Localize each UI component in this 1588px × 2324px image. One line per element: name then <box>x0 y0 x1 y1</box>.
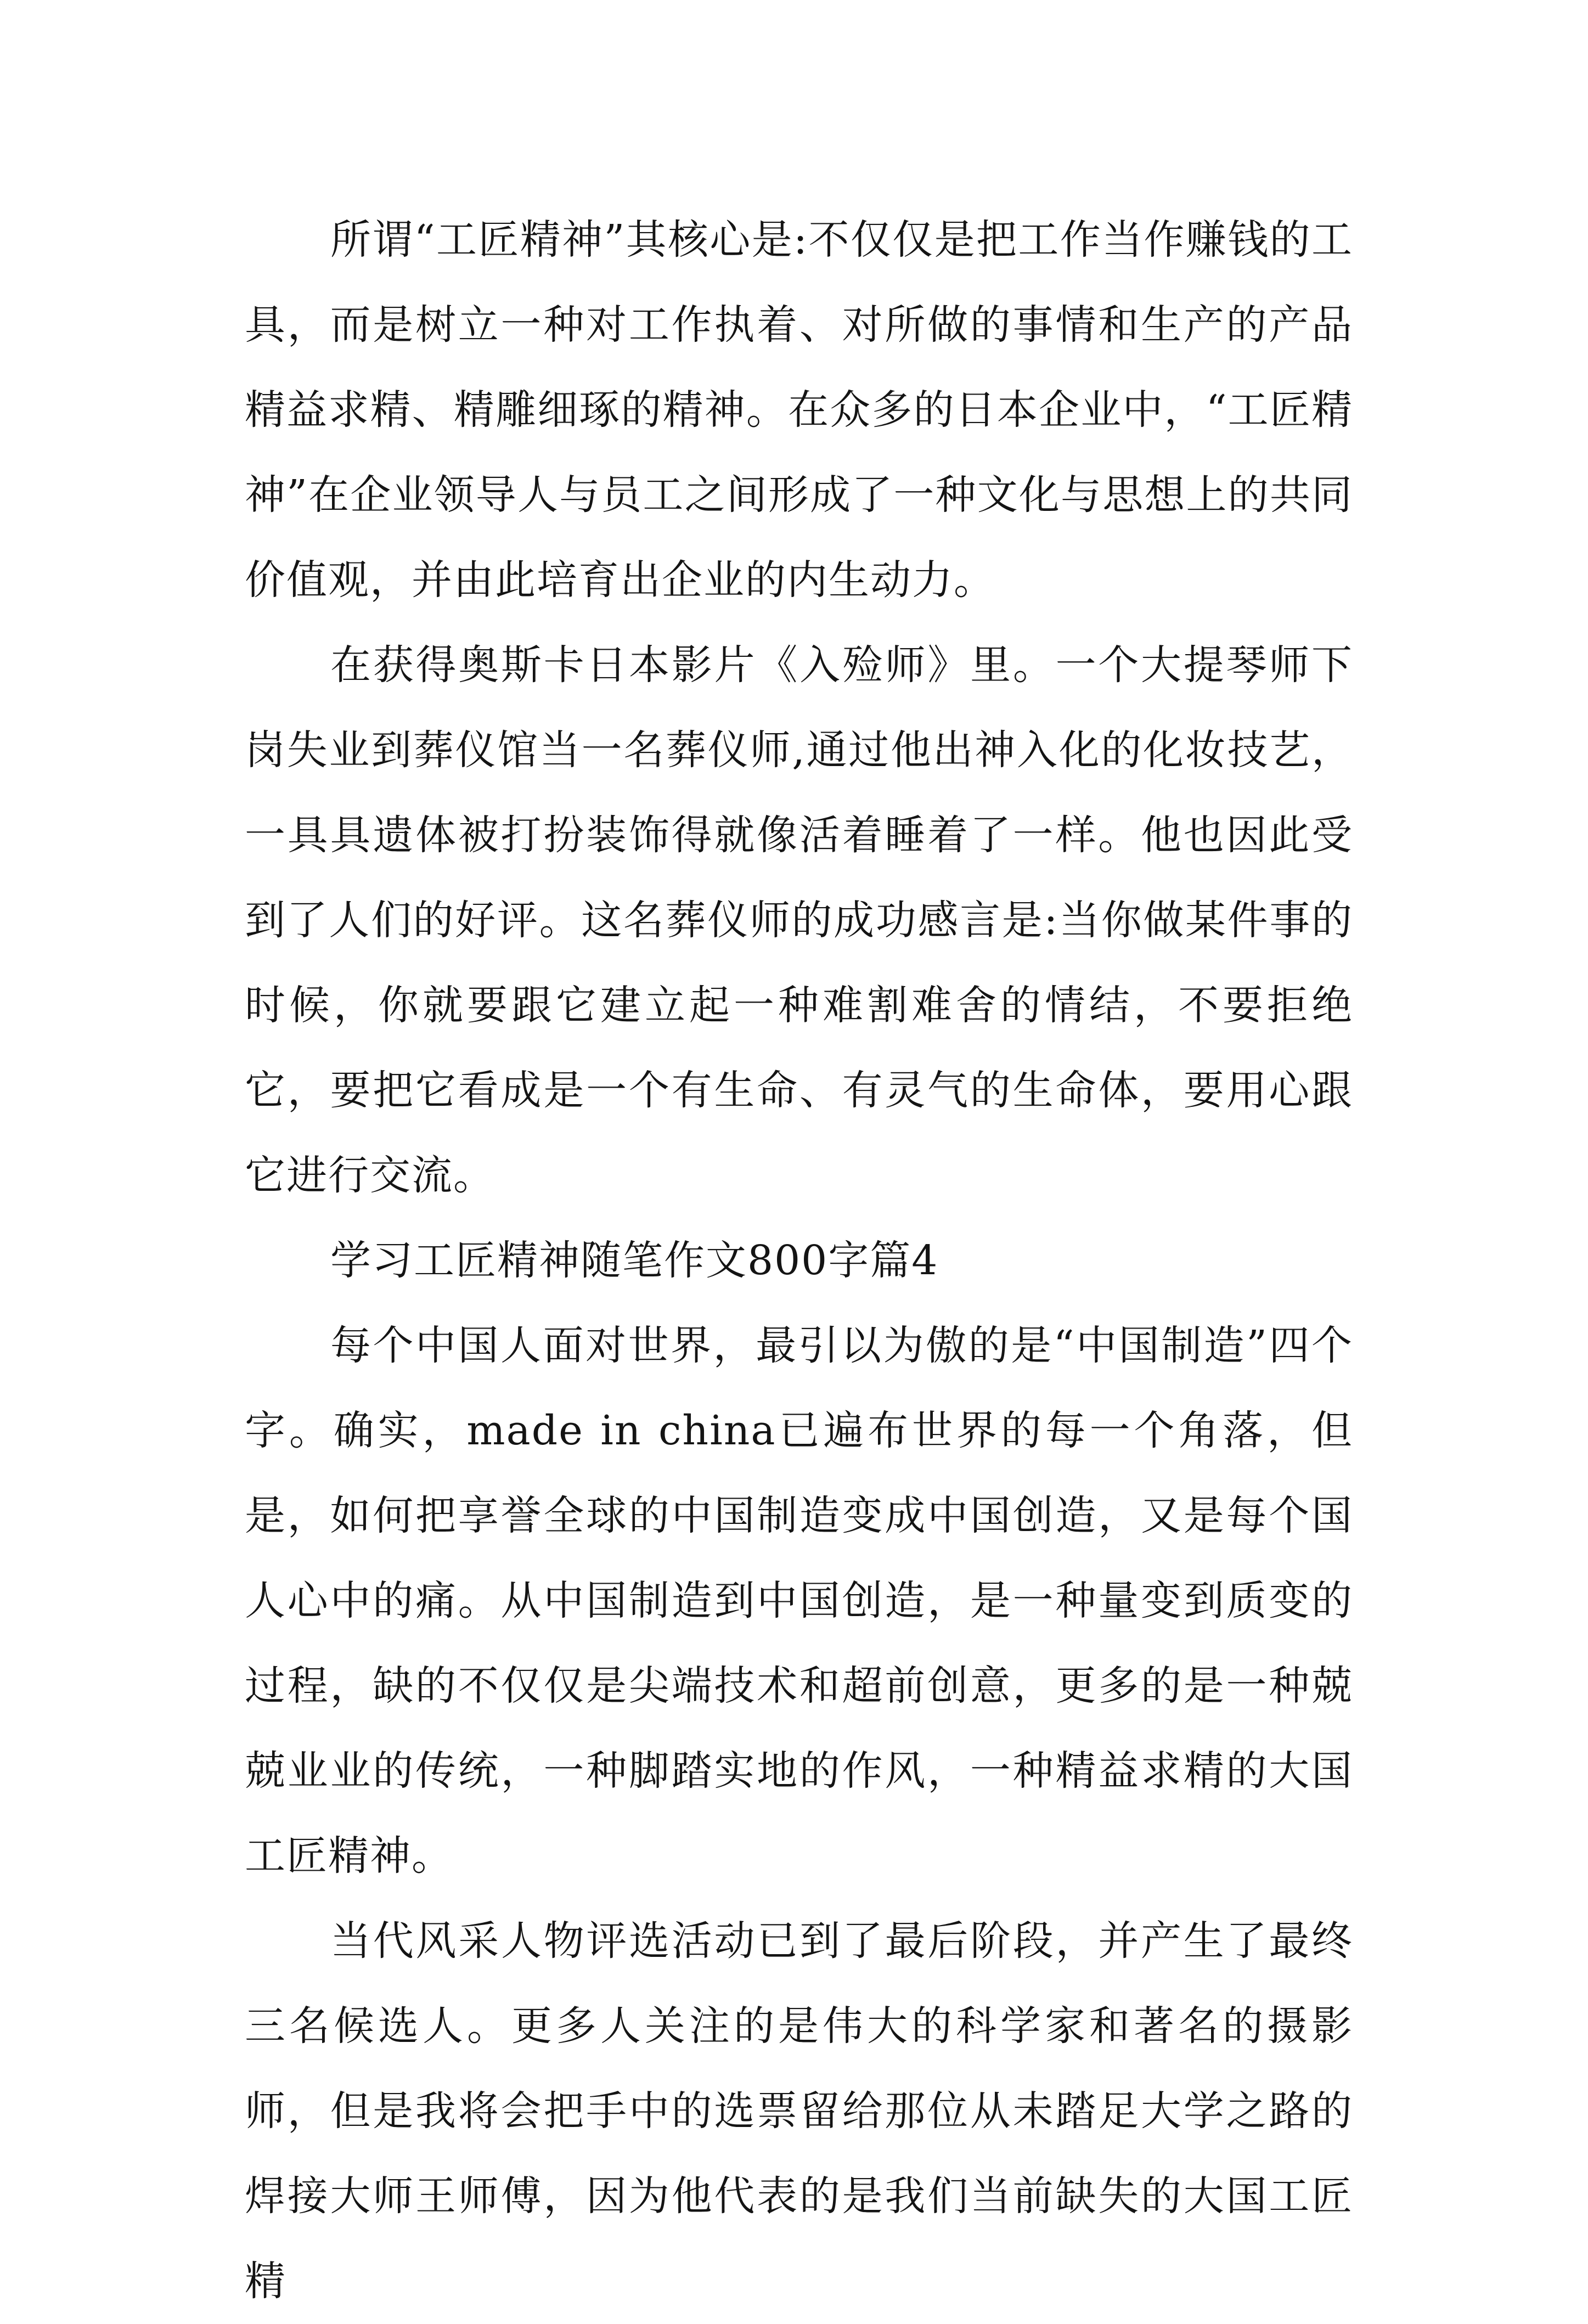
paragraph-made-in-china: 每个中国人面对世界，最引以为傲的是“中国制造”四个字。确实，made in china已遍布世界的每一个角落，但是，如何把享誉全球的中国制造变成中国创造，又是每个国人心中的痛。从中国制造到中国创造，是一种量变到质变的过程，缺的不仅仅是尖端技术和超前创意，更多的是一种兢兢业业的传统，一种脚踏实地的作风，一种精益求精的大国工匠精神。 <box>245 1322 1353 1880</box>
paragraph-departures-film: 在获得奥斯卡日本影片《入殓师》里。一个大提琴师下岗失业到葬仪馆当一名葬仪师,通过他出神入化的化妆技艺，一具具遗体被打扮装饰得就像活着睡着了一样。他也因此受到了人们的好评。这名葬仪师的成功感言是:当你做某件事的时候，你就要跟它建立起一种难割难舍的情结，不要拒绝它，要把它看成是一个有生命、有灵气的生命体，要用心跟它进行交流。 <box>245 642 1353 1199</box>
document-body <box>245 198 1353 2324</box>
paragraph-craftsman-spirit: 所谓“工匠精神”其核心是:不仅仅是把工作当作赚钱的工具，而是树立一种对工作执着、对所做的事情和生产的产品精益求精、精雕细琢的精神。在众多的日本企业中，“工匠精神”在企业领导人与员工之间形成了一种文化与思想上的共同价值观，并由此培育出企业的内生动力。 <box>245 216 1353 604</box>
paragraph-welding-master: 当代风采人物评选活动已到了最后阶段，并产生了最终三名候选人。更多人关注的是伟大的科学家和著名的摄影师，但是我将会把手中的选票留给那位从未踏足大学之路的焊接大师王师傅，因为他代表的是我们当前缺失的大国工匠精 <box>245 1917 1353 2305</box>
section-heading: 学习工匠精神随笔作文800字篇4 <box>330 1237 939 1284</box>
